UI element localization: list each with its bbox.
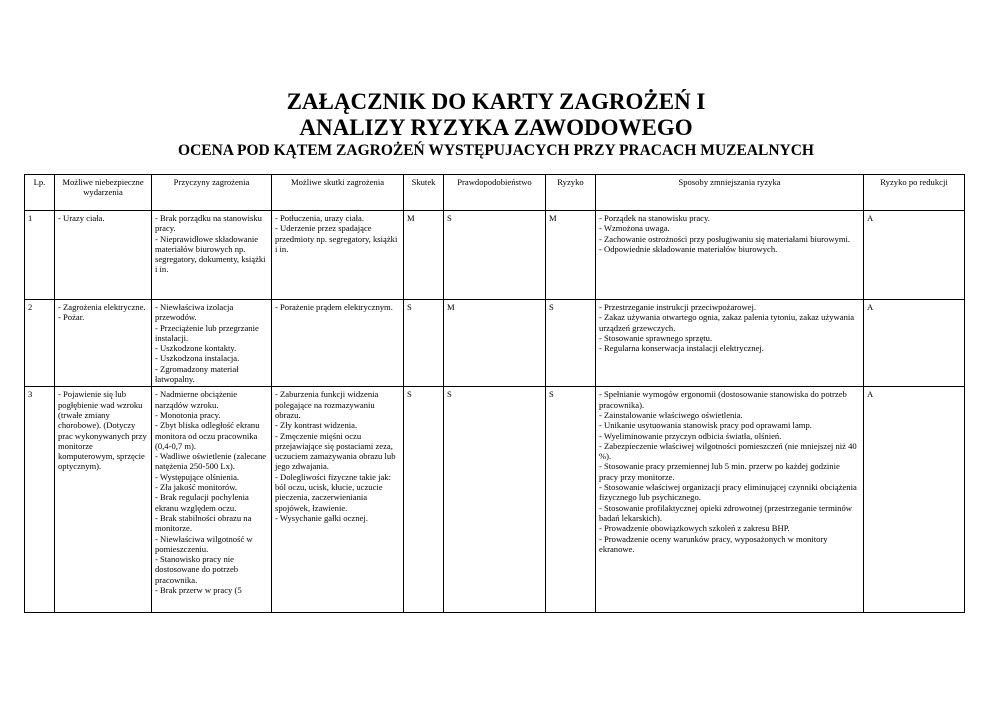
cell-events: - Urazy ciała. [55,211,152,300]
cell-probability: S [444,211,546,300]
cell-severity: S [404,300,444,387]
cell-risk: M [546,211,596,300]
cell-residual-risk: A [864,300,965,387]
document-title-line-2: ANALIZY RYZYKA ZAWODOWEGO [299,115,693,140]
cell-measures: - Porządek na stanowisku pracy. - Wzmożona uwaga. - Zachowanie ostrożności przy posługiwaniu się materiałami biurowymi. - Odpowiednie składowanie materiałów biurowych. [596,211,864,300]
table-header-row [25,175,965,211]
header-lp: Lp. [25,175,55,211]
cell-residual-risk: A [864,211,965,300]
table-row [25,211,965,300]
document-title-line-1: ZAŁĄCZNIK DO KARTY ZAGROŻEŃ I [286,89,706,114]
cell-causes: - Brak porządku na stanowisku pracy. - Nieprawidłowe składowanie materiałów biurowych np. segregatory, dokumenty, książki i in. [152,211,272,300]
cell-effects: - Zaburzenia funkcji widzenia polegające na rozmazywaniu obrazu. - Zły kontrast widzenia. - Zmęczenie mięśni oczu przejawiające się postaciami zeza, uczuciem zamazywania obrazu lub jego zdwajania. - Dolegliwości fizyczne takie jak: ból oczu, ucisk, kłucie, uczucie pieczenia, zaczerwieniania spojówek, łzawienie. - Wysychanie gałki ocznej. [272,387,404,613]
cell-lp: 2 [25,300,55,387]
header-events: Możliwe niebezpieczne wydarzenia [55,175,152,211]
header-residual-risk: Ryzyko po redukcji [864,175,965,211]
table-row [25,300,965,387]
cell-events: - Zagrożenia elektryczne. - Pożar. [55,300,152,387]
cell-effects: - Potłuczenia, urazy ciała. - Uderzenie przez spadające przedmioty np. segregatory, książki i in. [272,211,404,300]
cell-probability: S [444,387,546,613]
cell-causes: - Nadmierne obciążenie narządów wzroku. - Monotonia pracy. - Zbyt bliska odległość ekranu monitora od oczu pracownika (0,4-0,7 m). - Wadliwe oświetlenie (zalecane natężenia 250-500 Lx). - Występujące olśnienia. - Zła jakość monitorów. - Brak regulacji pochylenia ekranu względem oczu. - Brak stabilności obrazu na monitorze. - Niewłaściwa wilgotność w pomieszczeniu. - Stanowisko pracy nie dostosowane do potrzeb pracownika. - Brak przerw w pracy (5 [152,387,272,613]
cell-measures: - Przestrzeganie instrukcji przeciwpożarowej. - Zakaz używania otwartego ognia, zakaz palenia tytoniu, zakaz używania urządzeń grzewczych. - Stosowanie sprawnego sprzętu. - Regularna konserwacja instalacji elektrycznej. [596,300,864,387]
table-row [25,387,965,613]
document-subtitle: OCENA POD KĄTEM ZAGROŻEŃ WYSTĘPUJACYCH PRZY PRACACH MUZEALNYCH [178,142,814,159]
cell-probability: M [444,300,546,387]
header-severity: Skutek [404,175,444,211]
cell-effects: - Porażenie prądem elektrycznym. [272,300,404,387]
header-probability: Prawdopodobieństwo [444,175,546,211]
cell-lp: 3 [25,387,55,613]
cell-events: - Pojawienie się lub pogłębienie wad wzroku (trwałe zmiany chorobowe). (Dotyczy prac wykonywanych przy monitorze komputerowym, sprzęcie optycznym). [55,387,152,613]
header-effects: Możliwe skutki zagrożenia [272,175,404,211]
cell-lp: 1 [25,211,55,300]
header-causes: Przyczyny zagrożenia [152,175,272,211]
cell-severity: S [404,387,444,613]
cell-severity: M [404,211,444,300]
header-risk: Ryzyko [546,175,596,211]
cell-risk: S [546,387,596,613]
cell-risk: S [546,300,596,387]
header-measures: Sposoby zmniejszania ryzyka [596,175,864,211]
risk-assessment-table [24,174,965,613]
cell-measures: - Spełnianie wymogów ergonomii (dostosowanie stanowiska do potrzeb pracownika). - Zainstalowanie właściwego oświetlenia. - Unikanie usytuowania stanowisk pracy pod oprawami lamp. - Wyeliminowanie przyczyn odbicia światła, olśnień. - Zabezpieczenie właściwej wilgotności pomieszczeń (nie mniejszej niż 40 %). - Stosowanie pracy przemiennej lub 5 min. przerw po każdej godzinie pracy przy monitorze. - Stosowanie właściwej organizacji pracy eliminującej czynniki obciążenia fizycznego lub psychicznego. - Stosowanie profilaktycznej opieki zdrowotnej (przestrzeganie terminów badań lekarskich). - Prowadzenie obowiązkowych szkoleń z zakresu BHP. - Prowadzenie oceny warunków pracy, wyposażonych w monitory ekranowe. [596,387,864,613]
cell-residual-risk: A [864,387,965,613]
cell-causes: - Niewłaściwa izolacja przewodów. - Przeciążenie lub przegrzanie instalacji. - Uszkodzone kontakty. - Uszkodzona instalacja. - Zgromadzony materiał łatwopalny. [152,300,272,387]
